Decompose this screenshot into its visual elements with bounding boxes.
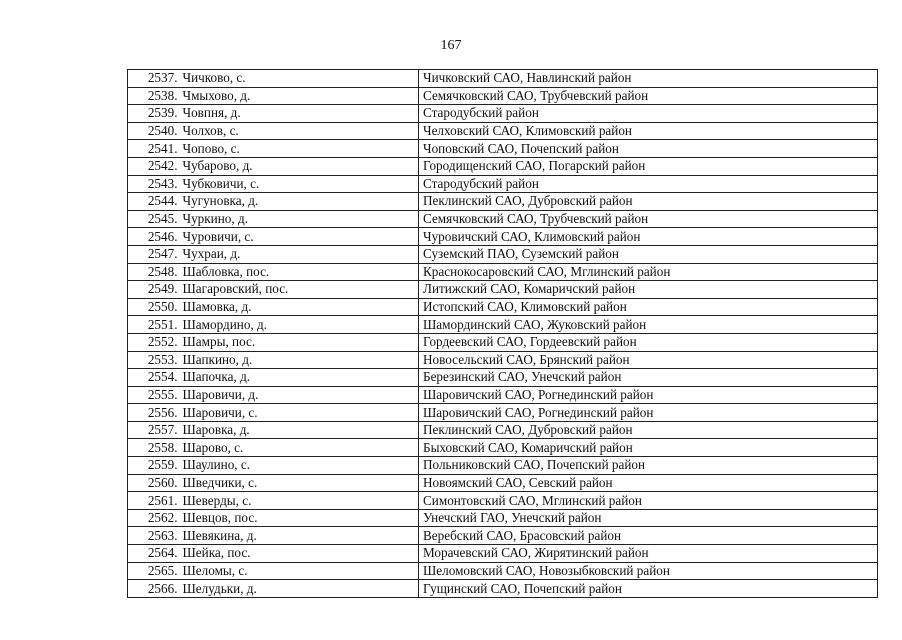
settlement-name-cell: Шейка, пос. (180, 545, 419, 563)
table-body (128, 70, 878, 598)
administrative-area-cell: Суземский ПАО, Суземский район (419, 245, 878, 263)
administrative-area-cell: Стародубский район (419, 105, 878, 123)
row-number-cell: 2537. (128, 70, 180, 88)
administrative-area-cell: Симонтовский САО, Мглинский район (419, 492, 878, 510)
row-number-cell: 2558. (128, 439, 180, 457)
administrative-area-cell: Веребский САО, Брасовский район (419, 527, 878, 545)
settlement-name-cell: Чолхов, с. (180, 122, 419, 140)
row-number-cell: 2543. (128, 175, 180, 193)
row-number-cell: 2559. (128, 457, 180, 475)
settlement-name-cell: Шведчики, с. (180, 474, 419, 492)
administrative-area-cell: Новосельский САО, Брянский район (419, 351, 878, 369)
administrative-area-cell: Стародубский район (419, 175, 878, 193)
row-number-cell: 2550. (128, 298, 180, 316)
settlement-name-cell: Чубковичи, с. (180, 175, 419, 193)
table-row (128, 404, 878, 422)
settlement-name-cell: Чубарово, д. (180, 157, 419, 175)
row-number-cell: 2552. (128, 333, 180, 351)
settlement-name-cell: Шеверды, с. (180, 492, 419, 510)
settlement-name-cell: Шагаровский, пос. (180, 281, 419, 299)
administrative-area-cell: Гордеевский САО, Гордеевский район (419, 333, 878, 351)
administrative-area-cell: Семячковский САО, Трубчевский район (419, 87, 878, 105)
administrative-area-cell: Шаровичский САО, Рогнединский район (419, 386, 878, 404)
row-number-cell: 2562. (128, 509, 180, 527)
table-row (128, 193, 878, 211)
administrative-area-cell: Шаровичский САО, Рогнединский район (419, 404, 878, 422)
row-number-cell: 2563. (128, 527, 180, 545)
row-number-cell: 2541. (128, 140, 180, 158)
settlements-table (127, 69, 878, 598)
table-row (128, 281, 878, 299)
row-number-cell: 2565. (128, 562, 180, 580)
table-row (128, 509, 878, 527)
administrative-area-cell: Чоповский САО, Почепский район (419, 140, 878, 158)
row-number-cell: 2549. (128, 281, 180, 299)
settlement-name-cell: Шелудьки, д. (180, 580, 419, 598)
table-row (128, 228, 878, 246)
administrative-area-cell: Березинский САО, Унечский район (419, 369, 878, 387)
settlement-name-cell: Шевякина, д. (180, 527, 419, 545)
settlement-name-cell: Шамры, пос. (180, 333, 419, 351)
row-number-cell: 2557. (128, 421, 180, 439)
administrative-area-cell: Челховский САО, Климовский район (419, 122, 878, 140)
settlement-name-cell: Чуровичи, с. (180, 228, 419, 246)
row-number-cell: 2564. (128, 545, 180, 563)
settlement-name-cell: Шеломы, с. (180, 562, 419, 580)
table-row (128, 527, 878, 545)
settlement-name-cell: Чмыхово, д. (180, 87, 419, 105)
settlement-name-cell: Чичково, с. (180, 70, 419, 88)
administrative-area-cell: Гущинский САО, Почепский район (419, 580, 878, 598)
table-row (128, 386, 878, 404)
table-row (128, 140, 878, 158)
row-number-cell: 2544. (128, 193, 180, 211)
row-number-cell: 2542. (128, 157, 180, 175)
row-number-cell: 2551. (128, 316, 180, 334)
table-row (128, 333, 878, 351)
administrative-area-cell: Пеклинский САО, Дубровский район (419, 193, 878, 211)
table-row (128, 105, 878, 123)
settlement-name-cell: Шамовка, д. (180, 298, 419, 316)
row-number-cell: 2538. (128, 87, 180, 105)
administrative-area-cell: Семячковский САО, Трубчевский район (419, 210, 878, 228)
settlement-name-cell: Чопово, с. (180, 140, 419, 158)
administrative-area-cell: Краснокосаровский САО, Мглинский район (419, 263, 878, 281)
page-number: 167 (440, 38, 462, 53)
table-row (128, 421, 878, 439)
table-row (128, 316, 878, 334)
administrative-area-cell: Быховский САО, Комаричский район (419, 439, 878, 457)
administrative-area-cell: Шамординский САО, Жуковский район (419, 316, 878, 334)
administrative-area-cell: Польниковский САО, Почепский район (419, 457, 878, 475)
table-row (128, 562, 878, 580)
row-number-cell: 2547. (128, 245, 180, 263)
table-row (128, 457, 878, 475)
row-number-cell: 2555. (128, 386, 180, 404)
administrative-area-cell: Унечский ГАО, Унечский район (419, 509, 878, 527)
administrative-area-cell: Городищенский САО, Погарский район (419, 157, 878, 175)
settlement-name-cell: Чухраи, д. (180, 245, 419, 263)
table-row (128, 157, 878, 175)
settlement-name-cell: Шаулино, с. (180, 457, 419, 475)
table-row (128, 439, 878, 457)
row-number-cell: 2566. (128, 580, 180, 598)
table-row (128, 175, 878, 193)
settlement-name-cell: Шевцов, пос. (180, 509, 419, 527)
table-row (128, 210, 878, 228)
settlement-name-cell: Шабловка, пос. (180, 263, 419, 281)
settlement-name-cell: Шарово, с. (180, 439, 419, 457)
row-number-cell: 2546. (128, 228, 180, 246)
row-number-cell: 2556. (128, 404, 180, 422)
settlement-name-cell: Шаровичи, с. (180, 404, 419, 422)
administrative-area-cell: Истопский САО, Климовский район (419, 298, 878, 316)
administrative-area-cell: Шеломовский САО, Новозыбковский район (419, 562, 878, 580)
table-row (128, 369, 878, 387)
settlement-name-cell: Чугуновка, д. (180, 193, 419, 211)
table-row (128, 492, 878, 510)
settlement-name-cell: Шапкино, д. (180, 351, 419, 369)
table-row (128, 298, 878, 316)
row-number-cell: 2561. (128, 492, 180, 510)
table-row (128, 351, 878, 369)
administrative-area-cell: Чуровичский САО, Климовский район (419, 228, 878, 246)
settlement-name-cell: Шаровка, д. (180, 421, 419, 439)
row-number-cell: 2553. (128, 351, 180, 369)
administrative-area-cell: Чичковский САО, Навлинский район (419, 70, 878, 88)
row-number-cell: 2554. (128, 369, 180, 387)
settlement-name-cell: Човпня, д. (180, 105, 419, 123)
row-number-cell: 2539. (128, 105, 180, 123)
table-row (128, 245, 878, 263)
administrative-area-cell: Литижский САО, Комаричский район (419, 281, 878, 299)
administrative-area-cell: Новоямский САО, Севский район (419, 474, 878, 492)
table-row (128, 70, 878, 88)
settlement-name-cell: Шапочка, д. (180, 369, 419, 387)
settlement-name-cell: Чуркино, д. (180, 210, 419, 228)
administrative-area-cell: Морачевский САО, Жирятинский район (419, 545, 878, 563)
row-number-cell: 2540. (128, 122, 180, 140)
table-row (128, 87, 878, 105)
table-row (128, 545, 878, 563)
settlement-name-cell: Шаровичи, д. (180, 386, 419, 404)
row-number-cell: 2545. (128, 210, 180, 228)
table-row (128, 122, 878, 140)
table-row (128, 474, 878, 492)
row-number-cell: 2560. (128, 474, 180, 492)
administrative-area-cell: Пеклинский САО, Дубровский район (419, 421, 878, 439)
settlement-name-cell: Шамордино, д. (180, 316, 419, 334)
table-row (128, 580, 878, 598)
table-row (128, 263, 878, 281)
row-number-cell: 2548. (128, 263, 180, 281)
